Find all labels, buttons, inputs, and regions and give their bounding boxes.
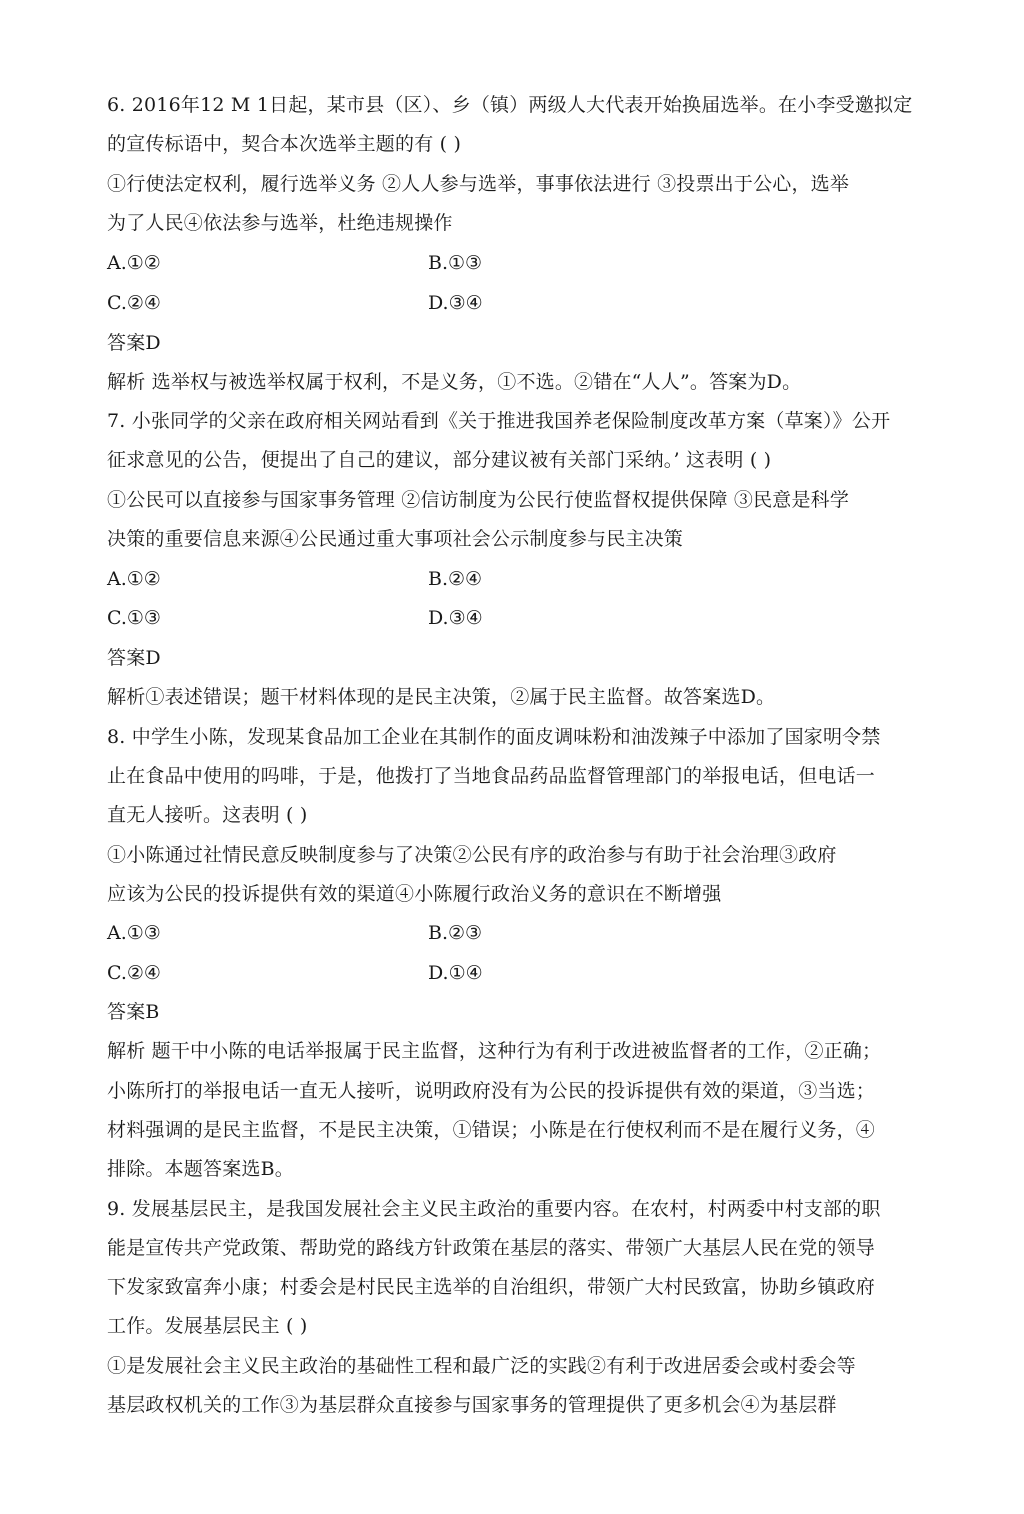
q8-option-d: D.①④ — [428, 962, 483, 984]
q8-stem-line-2: 止在食品中使用的吗啡，于是，他拨打了当地食品药品监督管理部门的举报电话，但电话一 — [107, 765, 876, 787]
q7-analysis-line-1: 解析①表述错误；题干材料体现的是民主决策，②属于民主监督。故答案选D。 — [107, 686, 776, 708]
q9-items-line-2: 基层政权机关的工作③为基层群众直接参与国家事务的管理提供了更多机会④为基层群 — [107, 1394, 837, 1416]
q9-items-line-1: ①是发展社会主义民主政治的基础性工程和最广泛的实践②有利于改进居委会或村委会等 — [107, 1355, 856, 1377]
q6-answer: 答案D — [107, 332, 161, 354]
q6-option-c: C.②④ — [107, 292, 161, 314]
q8-analysis-line-2: 小陈所打的举报电话一直无人接听，说明政府没有为公民的投诉提供有效的渠道，③当选； — [107, 1080, 876, 1102]
q6-stem-line-2: 的宣传标语中，契合本次选举主题的有 ( ) — [107, 133, 462, 155]
q6-option-b: B.①③ — [428, 252, 483, 274]
q8-items-line-1: ①小陈通过社情民意反映制度参与了决策②公民有序的政治参与有助于社会治理③政府 — [107, 844, 837, 866]
q7-items-line-1: ①公民可以直接参与国家事务管理 ②信访制度为公民行使监督权提供保障 ③民意是科学 — [107, 489, 850, 511]
q8-option-b: B.②③ — [428, 922, 483, 944]
q9-stem-line-3: 下发家致富奔小康；村委会是村民民主选举的自治组织，带领广大村民致富，协助乡镇政府 — [107, 1276, 876, 1298]
q8-option-c: C.②④ — [107, 962, 161, 984]
q7-option-d: D.③④ — [428, 607, 483, 629]
q9-stem-line-1: 9. 发展基层民主，是我国发展社会主义民主政治的重要内容。在农村，村两委中村支部的职 — [107, 1198, 881, 1220]
q6-option-d: D.③④ — [428, 292, 483, 314]
q6-items-line-1: ①行使法定权利，履行选举义务 ②人人参与选举，事事依法进行 ③投票出于公心，选举 — [107, 173, 850, 195]
q7-answer: 答案D — [107, 647, 161, 669]
q6-items-line-2: 为了人民④依法参与选举，杜绝违规操作 — [107, 212, 453, 234]
q7-option-c: C.①③ — [107, 607, 161, 629]
q8-analysis-line-1: 解析 题干中小陈的电话举报属于民主监督，这种行为有利于改进被监督者的工作，②正确； — [107, 1040, 882, 1062]
q8-option-a: A.①③ — [107, 922, 161, 944]
q8-stem-line-1: 8. 中学生小陈，发现某食品加工企业在其制作的面皮调味粉和油泼辣子中添加了国家明令禁 — [107, 726, 881, 748]
q8-analysis-line-4: 排除。本题答案选B。 — [107, 1158, 294, 1180]
q8-answer: 答案B — [107, 1001, 160, 1023]
q9-stem-line-4: 工作。发展基层民主 ( ) — [107, 1315, 308, 1337]
q8-analysis-line-3: 材料强调的是民主监督，不是民主决策，①错误；小陈是在行使权利而不是在履行义务，④ — [107, 1119, 876, 1141]
q7-option-b: B.②④ — [428, 568, 483, 590]
q7-option-a: A.①② — [107, 568, 161, 590]
q9-stem-line-2: 能是宣传共产党政策、帮助党的路线方针政策在基层的落实、带领广大基层人民在党的领导 — [107, 1237, 876, 1259]
q8-items-line-2: 应该为公民的投诉提供有效的渠道④小陈履行政治义务的意识在不断增强 — [107, 883, 722, 905]
q8-stem-line-3: 直无人接听。这表明 ( ) — [107, 804, 308, 826]
q7-stem-line-2: 征求意见的公告，便提出了自己的建议，部分建议被有关部门采纳。’ 这表明 ( ) — [107, 449, 772, 471]
q6-stem-line-1: 6. 2016年12 M 1日起，某市县（区）、乡（镇）两级人大代表开始换届选举。在小李受邀拟定 — [107, 94, 913, 116]
q7-stem-line-1: 7. 小张同学的父亲在政府相关网站看到《关于推进我国养老保险制度改革方案（草案）》公开 — [107, 410, 891, 432]
q6-analysis-line-1: 解析 选举权与被选举权属于权利，不是义务，①不选。②错在“人人”。答案为D。 — [107, 371, 802, 393]
q6-option-a: A.①② — [107, 252, 161, 274]
q7-items-line-2: 决策的重要信息来源④公民通过重大事项社会公示制度参与民主决策 — [107, 528, 684, 550]
